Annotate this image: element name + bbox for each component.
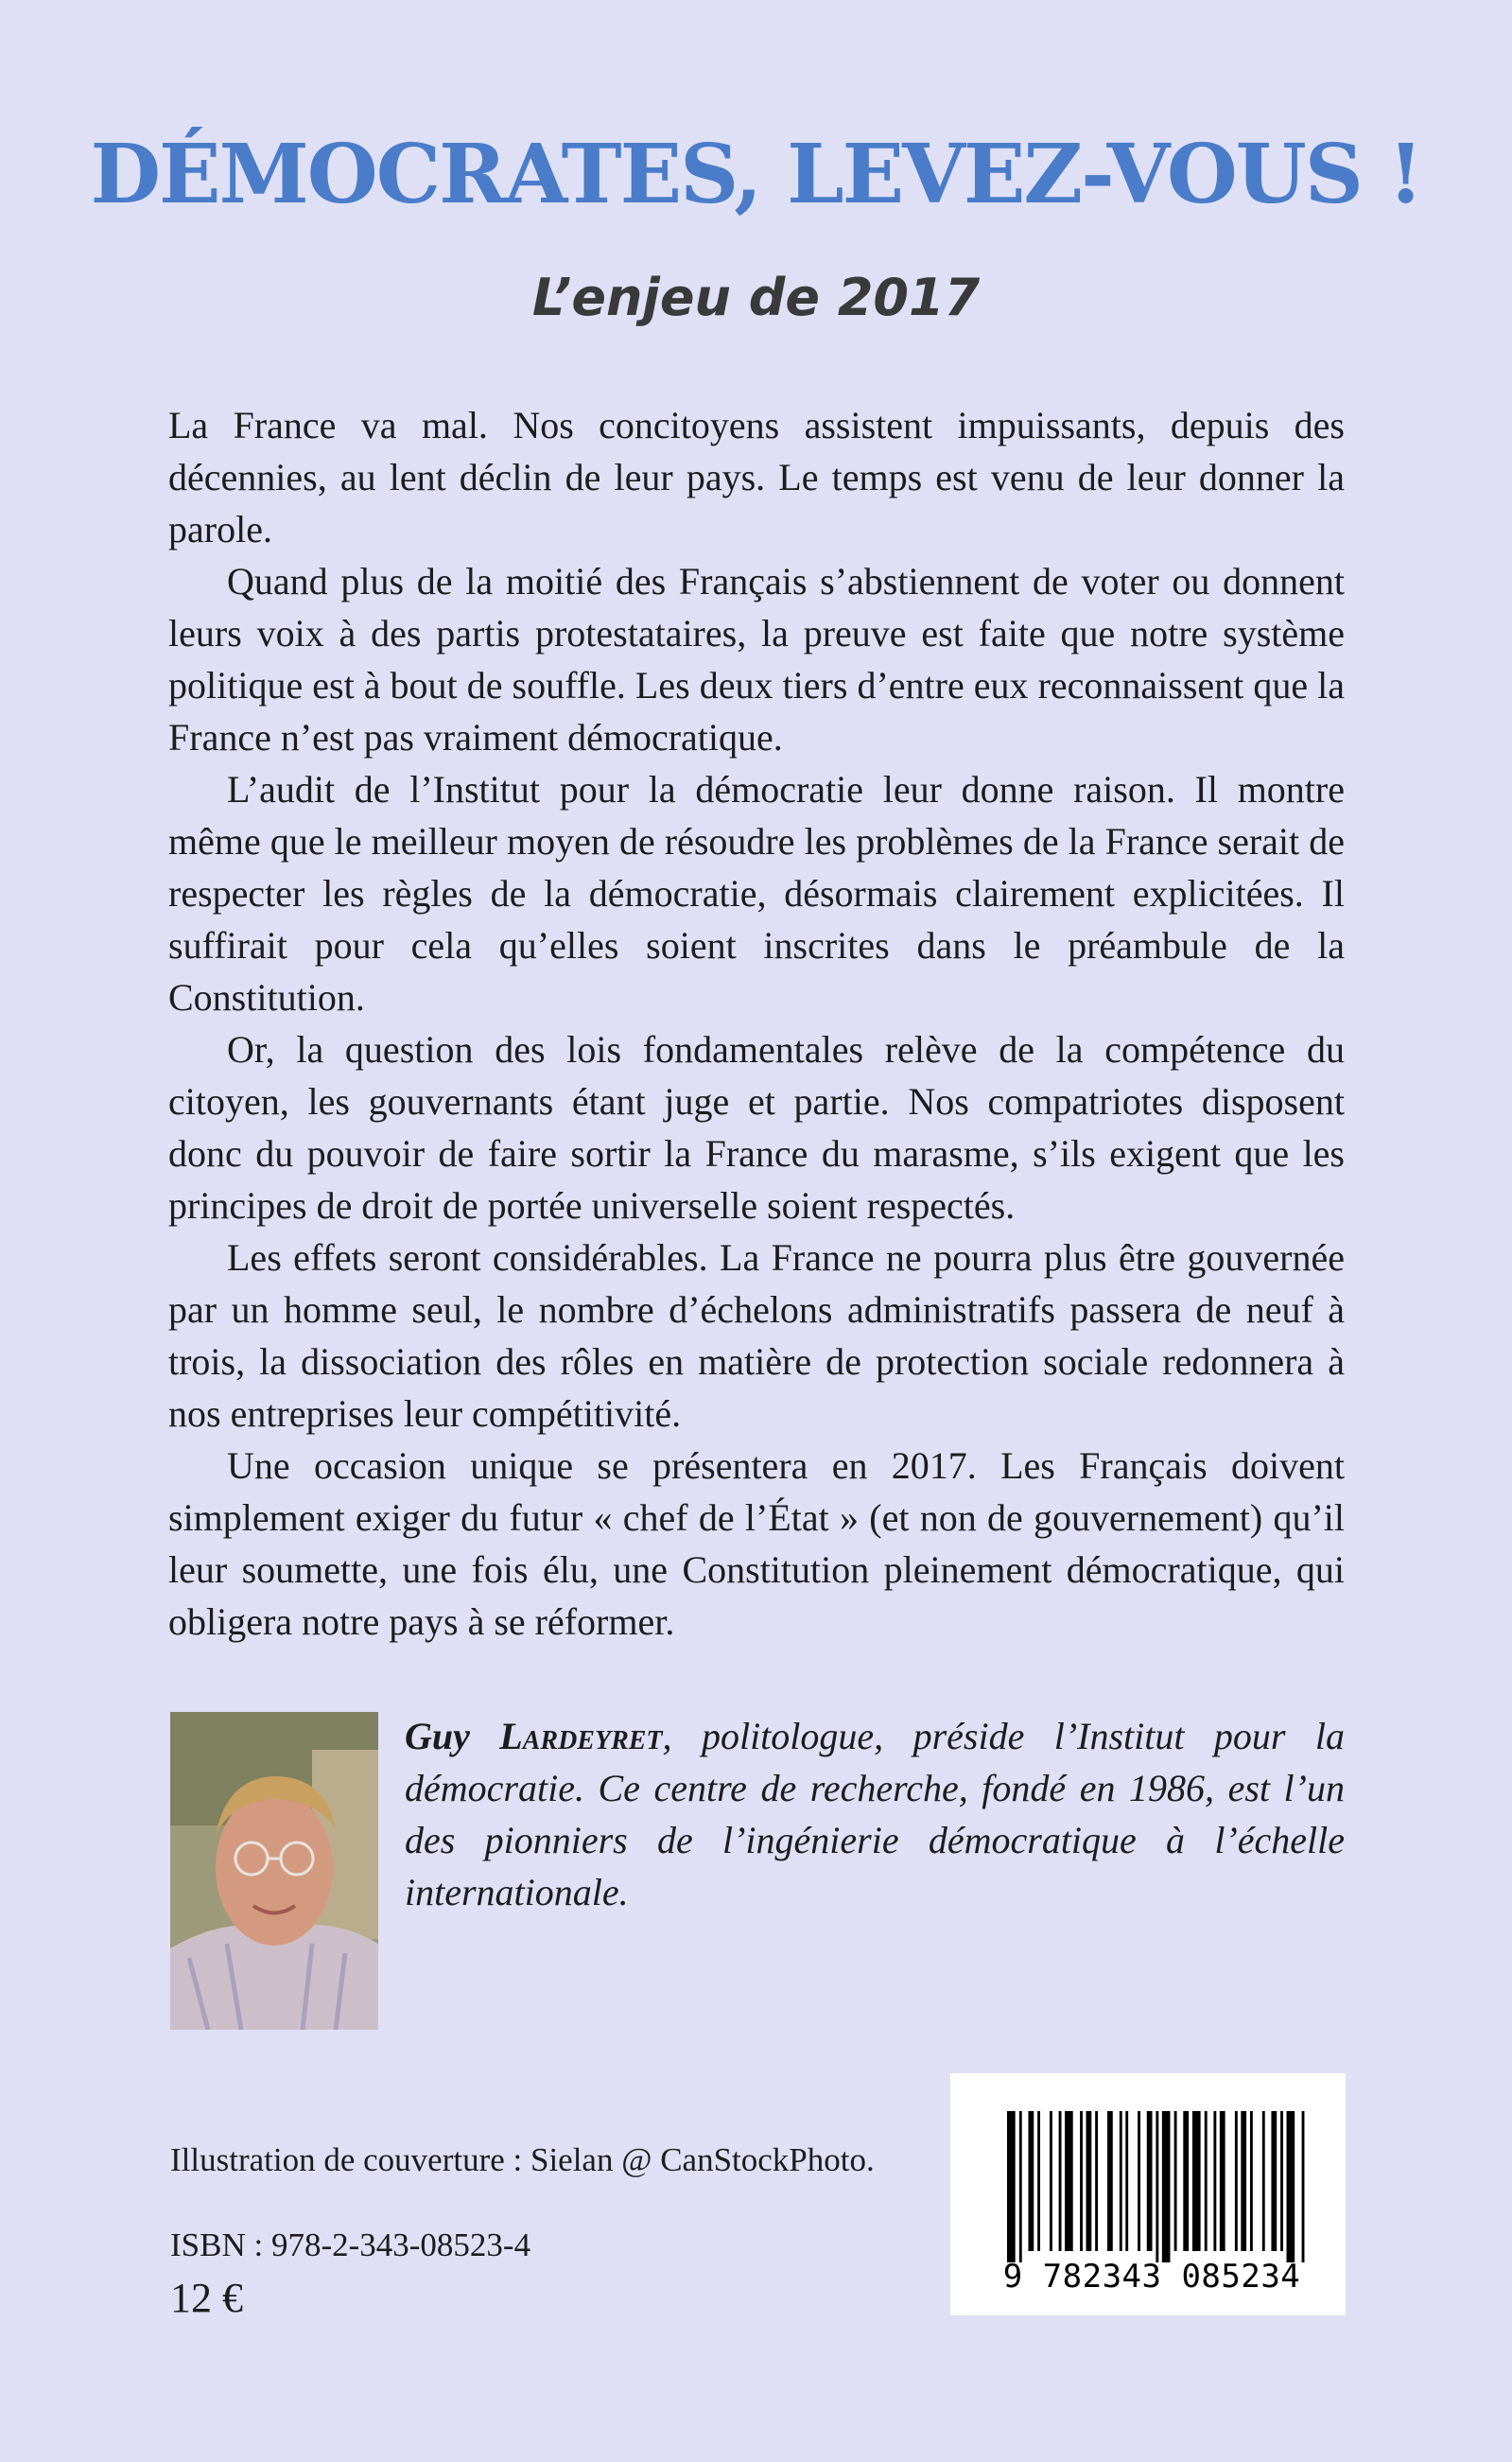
- author-bio-text: , politologue, préside l’Institut pour la démocratie. Ce centre de recherche, fondé en 1986, est l’un des pionniers de l’ingénierie démocratique à l’échelle internationale.: [405, 1715, 1345, 1913]
- book-title: DÉMOCRATES, LEVEZ-VOUS !: [90, 127, 1422, 222]
- author-photo: [170, 1712, 378, 2030]
- author-first-name: Guy: [405, 1715, 470, 1757]
- summary-paragraph: Quand plus de la moitié des Français s’abstiennent de voter ou donnent leurs voix à des partis protestataires, la preuve est faite que notre système politique est à bout de souffle. Les deux tiers d’entre eux reconnaissent que la France n’est pas vraiment démocratique.: [168, 560, 1345, 759]
- barcode-digits: 9 782343 085234: [1002, 2258, 1301, 2296]
- summary-text: [168, 399, 1345, 1648]
- author-bio: [405, 1710, 1345, 1918]
- author-portrait-icon: [170, 1712, 378, 2030]
- summary-paragraph: La France va mal. Nos concitoyens assistent impuissants, depuis des décennies, au lent déclin de leur pays. Le temps est venu de leur donner la parole.: [168, 404, 1345, 550]
- summary-paragraph: Les effets seront considérables. La France ne pourra plus être gouvernée par un homme seul, le nombre d’échelons administratifs passera de neuf à trois, la dissociation des rôles en matière de protection sociale redonnera à nos entreprises leur compétitivité.: [168, 1236, 1345, 1435]
- barcode: [950, 2073, 1346, 2315]
- book-subtitle: L’enjeu de 2017: [531, 268, 981, 327]
- price: 12 €: [170, 2275, 243, 2321]
- author-last-name: Lardeyret: [499, 1715, 663, 1757]
- illustration-credit: Illustration de couverture : Sielan @ CanStockPhoto.: [170, 2141, 875, 2178]
- summary-paragraph: Une occasion unique se présentera en 2017. Les Français doivent simplement exiger du futur « chef de l’État » (et non de gouvernement) qu’il leur soumette, une fois élu, une Constitution pleinement démocratique, qui obligera notre pays à se réformer.: [168, 1444, 1345, 1643]
- summary-paragraph: L’audit de l’Institut pour la démocratie leur donne raison. Il montre même que le meilleur moyen de résoudre les problèmes de la France serait de respecter les règles de la démocratie, désormais clairement explicitées. Il suffirait pour cela qu’elles soient inscrites dans le préambule de la Constitution.: [168, 768, 1345, 1019]
- summary-paragraph: Or, la question des lois fondamentales relève de la compétence du citoyen, les gouvernants étant juge et partie. Nos compatriotes disposent donc du pouvoir de faire sortir la France du marasme, s’ils exigent que les principes de droit de portée universelle soient respectés.: [168, 1028, 1345, 1227]
- barcode-icon: [1007, 2111, 1308, 2262]
- isbn: ISBN : 978-2-343-08523-4: [170, 2226, 531, 2263]
